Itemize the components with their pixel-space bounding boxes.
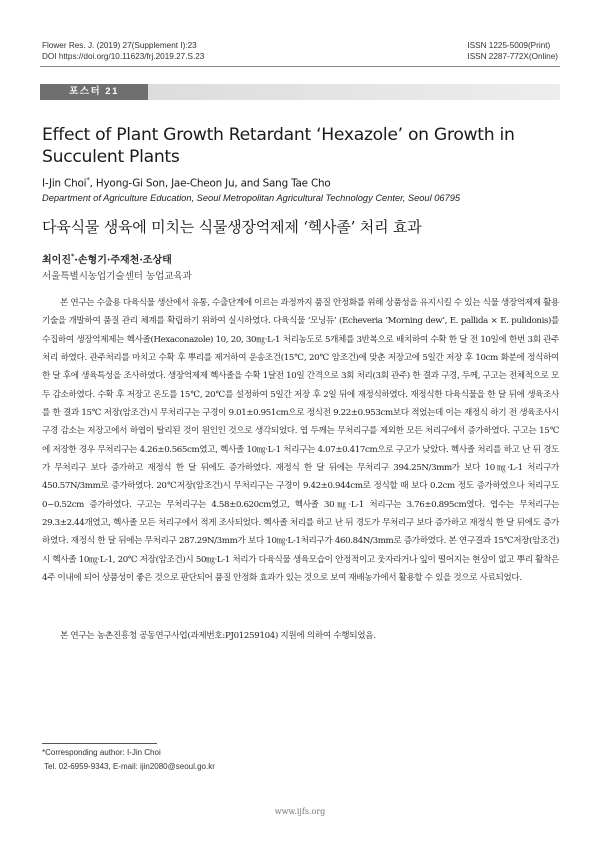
- journal-header-left: [42, 40, 204, 62]
- doi-line[interactable]: DOI https://doi.org/10.11623/frj.2019.27.S.23: [42, 52, 205, 61]
- abstract-body: 본 연구는 수출용 다육식물 생산에서 유통, 수출단계에 이르는 과정까지 품질 안정화를 위해 상품성을 유지시킬 수 있는 식물 생장억제제 활용기술을 개발하여 품질 관리 체계를 확립하기 위하여 실시하였다. 다육식물 ‘모닝듀’ (Echeveria ‘Morning dew’, E. pallida × E. pulidonis)를 수집하여 생장억제제는 헥사졸(Hexaconazole) 10, 20, 30㎎·L-1 처리농도로 5개체를 3반복으로 배치하여 수확 한 달 전 10일에 한번 3회 관주처리 하였다. 관주처리를 마치고 수확 후 뿌리를 제거하여 운송조건(15℃, 20℃ 암조건)에 맞춘 저장고에 5일간 저장 후 10cm 화분에 정식하여 한 달 후에 생육특성을 조사하였다. 생장억제제 헥사졸을 수확 1달전 10일 간격으로 3회 처리(3회 관주) 한 결과 구경, 두께, 구고는 전체적으로 모두 감소하였다. 수확 후 저장고 온도를 15℃, 20℃를 설정하여 5일간 저장 후 2일 뒤에 재정식하였다. 재정식한 다육식물을 한 달 뒤에 생육조사를 한 결과 15℃ 저장(암조건)시 무처리구는 구경이 9.01±0.951cm으로 정식전 9.22±0.953cm보다 적었는데 이는 재정식 하기 전 생육조사시 구경 감소는 저장고에서 하엽이 탈리된 것이 원인인 것으로 생각되었다. 엽 두께는 무처리구를 제외한 모든 처리구에서 증가하였다. 구고는 15℃에 저장한 경우 무처리구는 4.26±0.565cm였고, 헥사졸 10㎎·L-1 처리구는 4.07±0.417cm으로 구고가 낮았다. 헥사졸 처리를 하고 난 뒤 경도가 무처리구 보다 증가하고 재정식 한 달 뒤에도 증가하였다. 재정식 한 달 뒤에는 무처리구 394.25N/3mm가 보다 10㎎·L-1 처리구가 450.57N/3mm로 증가하였다. 20℃저장(암조건)시 무처리구는 구경이 9.42±0.944cm로 정식할 때 보다 0.2cm 정도 증가하였으나 처리구도 0~0.52cm 증가하였다. 구고는 무처리구는 4.58±0.620cm였고, 헥사졸 30㎎·L-1 처리구는 3.76±0.895cm였다. 엽수는 무처리구는 29.3±2.44개였고, 헥사졸 모든 처리구에서 적게 조사되었다. 헥사졸 처리를 하고 난 뒤 경도가 무처리구 보다 증가하고 재정식 한 달 뒤에도 증가하였다. 재정식 한 달 뒤에는 무처리구 287.29N/3mm가 보다 10㎎·L-1처리구가 460.84N/3mm로 증가하였다. 본 연구결과 15℃저장(암조건)시 헥사졸 10㎎·L-1, 20℃ 저장(암조건)시 50㎎·L-1 처리가 다육식물 생육모습이 안정적이고 웃자라거나 잎이 떨어지는 현상이 없고 뿌리 활착은 4주 이내에 되어 상품성이 좋은 것으로 판단되어 품질 안정화 효과가 있는 것으로 보여 재배농가에서 활용할 수 있을 것으로 사료되었다.: [42, 298, 559, 584]
- first-author-ko: 최이진: [42, 255, 71, 266]
- footnote-contact: Tel. 02-6959-9343, E-mail: ijin2080@seoul.go.kr: [44, 762, 215, 771]
- first-author-en: I-Jin Choi: [42, 177, 87, 190]
- footnote-corresponding: *Corresponding author: I-Jin Choi: [42, 748, 161, 757]
- corresponding-mark-ko: *: [70, 252, 75, 261]
- authors-english: [42, 176, 331, 189]
- title-english: Effect of Plant Growth Retardant ‘Hexazole’ on Growth in Succulent Plants: [42, 125, 515, 167]
- poster-label: 포스터 21: [40, 84, 148, 100]
- poster-banner: [40, 84, 560, 100]
- footnote-divider: [42, 743, 157, 744]
- acknowledgment: 본 연구는 농촌진흥청 공동연구사업(과제번호:PJ01259104) 지원에 의하여 수행되었음.: [60, 631, 376, 641]
- journal-citation: Flower Res. J. (2019) 27(Supplement I):23: [42, 41, 197, 50]
- footer-url[interactable]: www.ijfs.org: [274, 807, 326, 816]
- header-divider: [40, 66, 560, 67]
- co-authors-en: , Hyong-Gi Son, Jae-Cheon Ju, and Sang Tae Cho: [89, 177, 331, 190]
- affiliation-english: Department of Agriculture Education, Seoul Metropolitan Agricultural Technology Center, Seoul 06795: [42, 193, 461, 203]
- issn-print: ISSN 1225-5009(Print): [467, 41, 551, 50]
- authors-korean: [42, 251, 172, 266]
- corresponding-mark-en: *: [86, 176, 90, 184]
- journal-header-right: [467, 40, 558, 62]
- title-korean: 다육식물 생육에 미치는 식물생장억제제 ‘헥사졸’ 처리 효과: [42, 218, 422, 236]
- issn-online: ISSN 2287-772X(Online): [467, 52, 558, 61]
- affiliation-korean: 서울특별시농업기술센터 농업교육과: [42, 271, 192, 282]
- co-authors-ko: ·손형기·주재천·조상태: [74, 255, 172, 266]
